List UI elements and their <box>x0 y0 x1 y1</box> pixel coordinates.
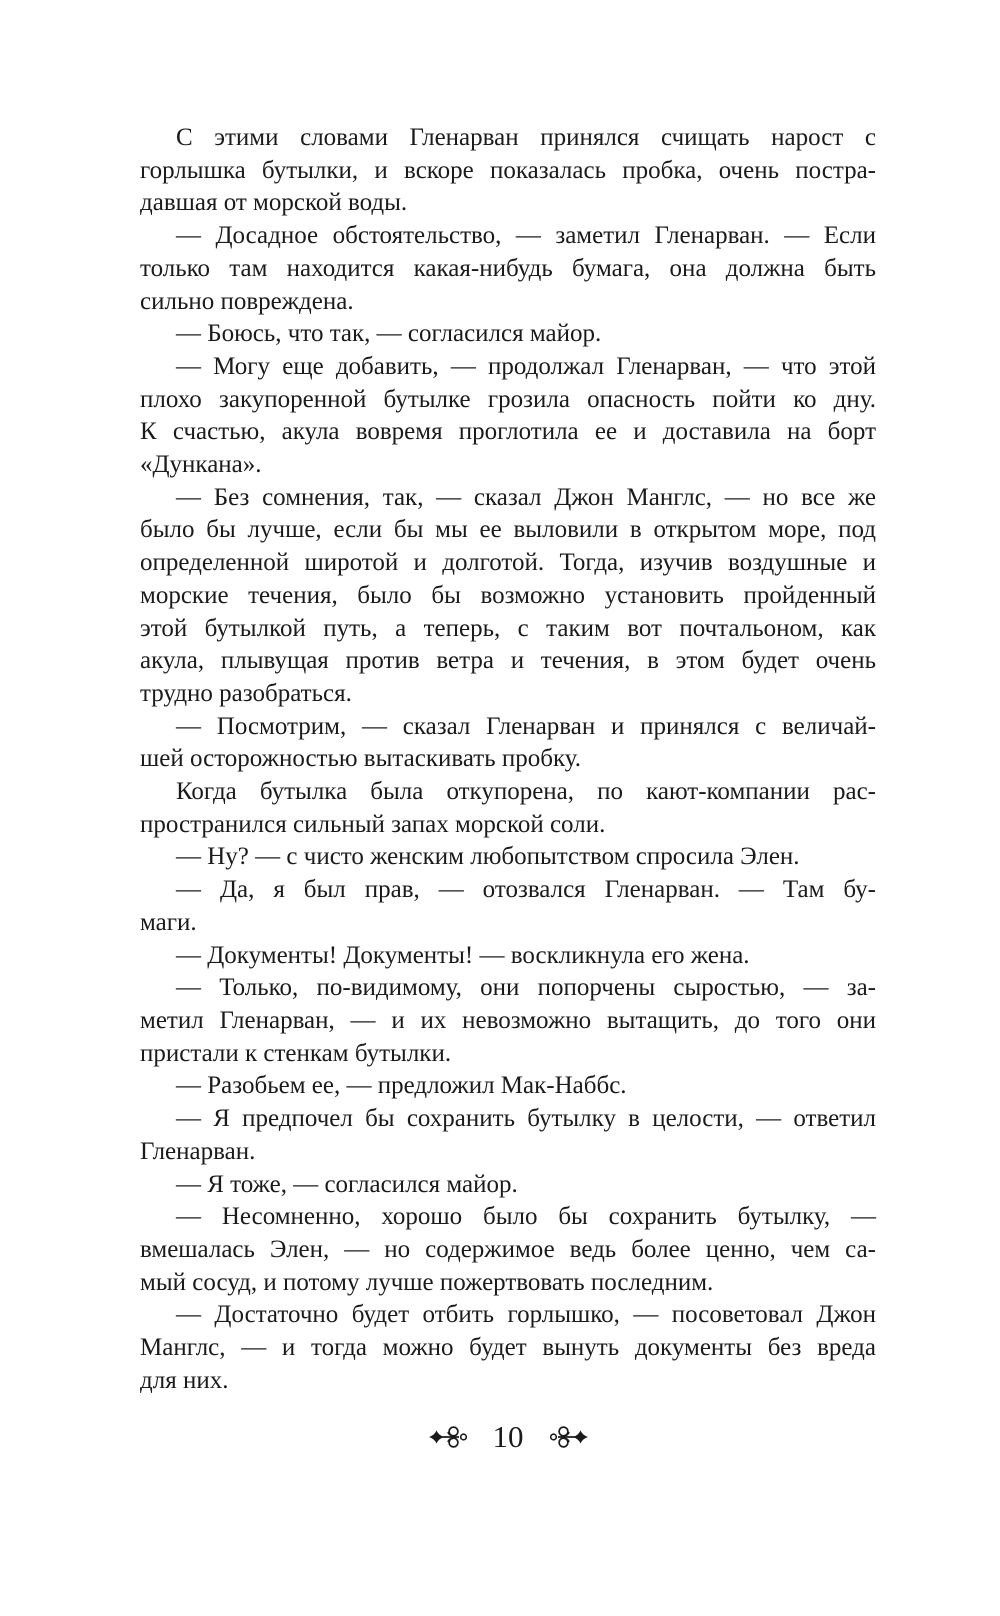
text-line: сильно повреждена. <box>140 287 354 315</box>
text-line: — Я предпочел бы сохранить бутылку в целости, — ответил <box>176 1105 876 1133</box>
text-line: — Достаточно будет отбить горлышко, — посоветовал Джон <box>176 1301 876 1329</box>
text-line: — Посмотрим, — сказал Гленарван и принялся с величай- <box>176 712 876 740</box>
text-line: — Я тоже, — согласился майор. <box>176 1170 518 1198</box>
text-line: маги. <box>140 908 197 936</box>
text-line: — Да, я был прав, — отозвался Гленарван. — Там бу- <box>176 876 876 904</box>
page-footer <box>140 1420 876 1454</box>
text-line: шей осторожностью вытаскивать пробку. <box>140 745 581 773</box>
text-line: «Дункана». <box>140 451 262 479</box>
text-line: — Без сомнения, так, — сказал Джон Манглс, — но все же <box>176 483 876 511</box>
text-block <box>140 122 876 1397</box>
text-line: вмешалась Элен, — но содержимое ведь более ценно, чем са- <box>140 1235 876 1263</box>
text-line: метил Гленарван, — и их невозможно вытащить, до того они <box>140 1006 876 1034</box>
text-line: определенной широтой и долготой. Тогда, изучив воздушные и <box>140 549 876 577</box>
text-line: С этими словами Гленарван принялся счищать нарост с <box>176 124 876 151</box>
text-line: — Ну? — с чисто женским любопытством спросила Элен. <box>176 843 800 871</box>
text-line: — Документы! Документы! — воскликнула его жена. <box>176 941 750 969</box>
page-number: 10 <box>492 1419 524 1454</box>
text-line: Манглс, — и тогда можно будет вынуть документы без вреда <box>140 1334 876 1362</box>
text-line: этой бутылкой путь, а теперь, с таким вот почтальоном, как <box>140 614 876 642</box>
text-line: было бы лучше, если бы мы ее выловили в открытом море, под <box>140 516 876 544</box>
text-line: горлышка бутылки, и вскоре показалась пробка, очень постра- <box>140 156 876 184</box>
text-line: — Могу еще добавить, — продолжал Гленарван, — что этой <box>176 352 876 380</box>
text-line: — Только, по-видимому, они попорчены сыростью, — за- <box>176 974 876 1002</box>
fleuron-right-icon <box>548 1424 588 1450</box>
text-line: давшая от морской воды. <box>140 189 408 217</box>
text-line: акула, плывущая против ветра и течения, в этом будет очень <box>140 647 876 675</box>
text-line: морские течения, было бы возможно установить пройденный <box>140 581 876 609</box>
text-line: пространился сильный запах морской соли. <box>140 810 606 838</box>
text-line: Гленарван. <box>140 1137 256 1165</box>
text-line: — Боюсь, что так, — согласился майор. <box>176 320 602 348</box>
fleuron-left-icon <box>429 1424 469 1450</box>
text-line: плохо закупоренной бутылке грозила опасность пойти ко дну. <box>140 385 876 413</box>
text-line: — Досадное обстоятельство, — заметил Гленарван. — Если <box>176 222 876 250</box>
text-line: только там находится какая-нибудь бумага, она должна быть <box>140 254 876 282</box>
text-line: для них. <box>140 1366 229 1394</box>
text-line: — Разобьем ее, — предложил Мак-Наббс. <box>176 1072 627 1100</box>
text-line: К счастью, акула вовремя проглотила ее и доставила на борт <box>140 418 876 446</box>
text-line: мый сосуд, и потому лучше пожертвовать последним. <box>140 1268 714 1296</box>
text-line: Когда бутылка была откупорена, по кают-компании рас- <box>176 778 876 806</box>
text-line: трудно разобраться. <box>140 679 352 707</box>
text-line: пристали к стенкам бутылки. <box>140 1039 452 1067</box>
text-line: — Несомненно, хорошо было бы сохранить бутылку, — <box>176 1203 876 1231</box>
